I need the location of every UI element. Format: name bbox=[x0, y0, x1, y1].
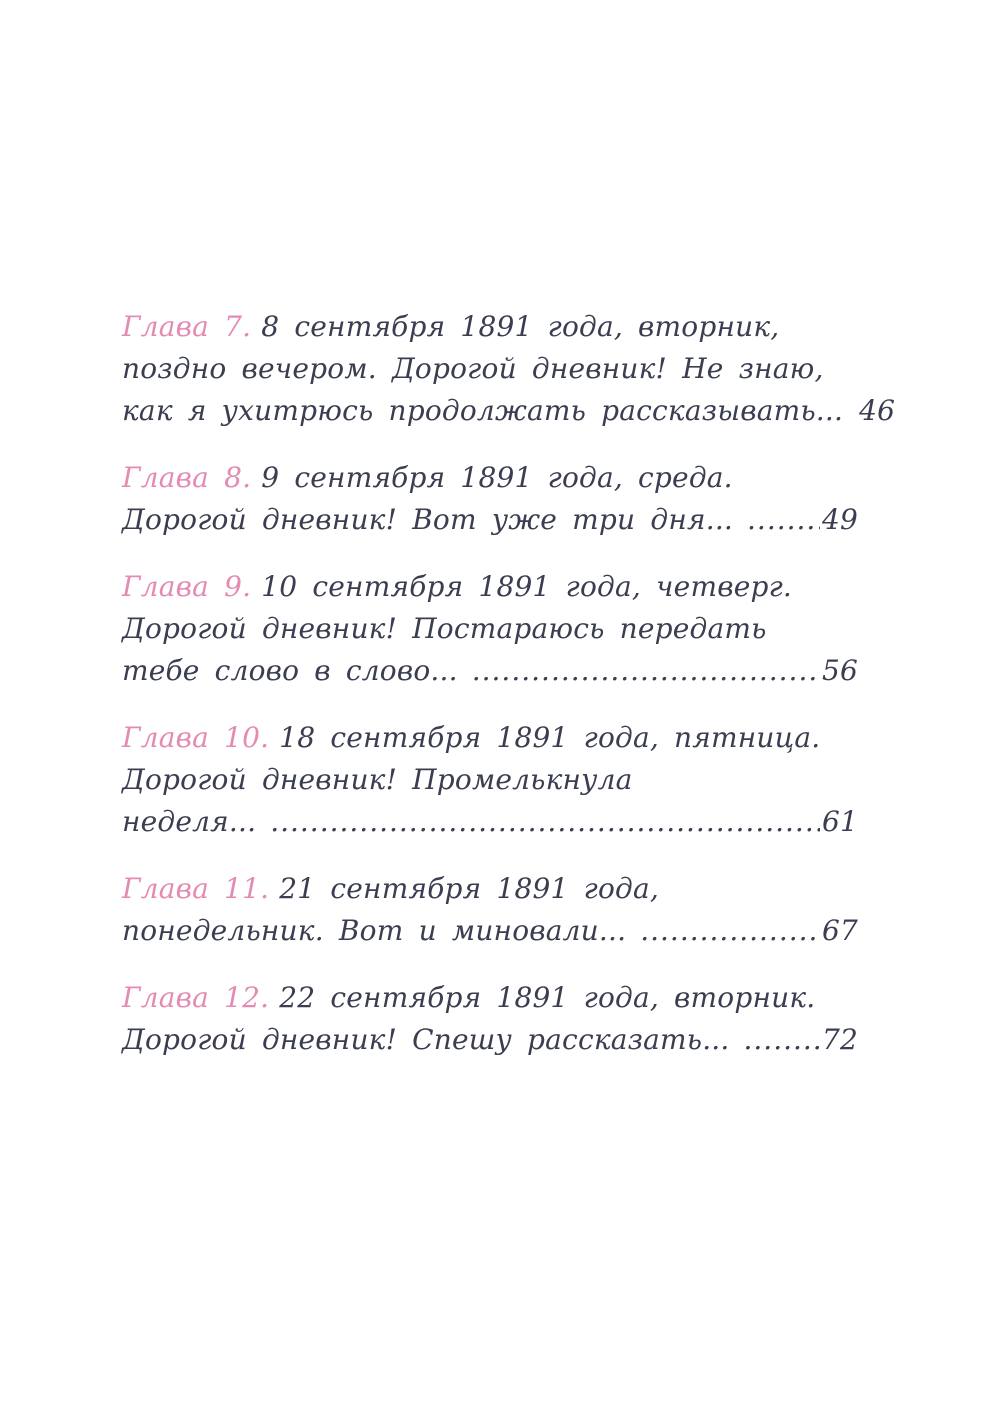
page-number: 61 bbox=[821, 805, 858, 838]
toc-entry[interactable] bbox=[122, 977, 858, 1061]
chapter-number: Глава 9. bbox=[122, 570, 252, 603]
entry-title-line: 10 сентября 1891 года, четверг. bbox=[261, 570, 793, 603]
toc-line bbox=[122, 910, 858, 952]
toc-line bbox=[122, 717, 858, 759]
toc-line bbox=[122, 608, 858, 650]
chapter-number: Глава 10. bbox=[122, 721, 270, 754]
chapter-number: Глава 7. bbox=[122, 310, 252, 343]
entry-title-line: 21 сентября 1891 года, bbox=[279, 872, 659, 905]
entry-title-line: 9 сентября 1891 года, среда. bbox=[261, 461, 733, 494]
entry-title-line: поздно вечером. Дорогой дневник! Не знаю, bbox=[122, 352, 824, 385]
toc-entry[interactable] bbox=[122, 306, 896, 432]
dot-leader bbox=[744, 1019, 820, 1061]
toc-line bbox=[122, 1019, 858, 1061]
toc-line bbox=[122, 868, 858, 910]
dot-leader bbox=[747, 499, 820, 541]
dot-leader bbox=[640, 910, 820, 952]
entry-title-line: Дорогой дневник! Промелькнула bbox=[122, 763, 633, 796]
toc-entry[interactable] bbox=[122, 868, 858, 952]
toc-line bbox=[122, 457, 858, 499]
dot-leader bbox=[270, 801, 820, 843]
entry-title-line: 18 сентября 1891 года, пятница. bbox=[279, 721, 821, 754]
chapter-number: Глава 11. bbox=[122, 872, 270, 905]
entry-title-line: неделя... bbox=[122, 805, 257, 838]
chapter-number: Глава 8. bbox=[122, 461, 252, 494]
toc-line bbox=[122, 650, 858, 692]
entry-title-line: Дорогой дневник! Вот уже три дня... bbox=[122, 503, 734, 536]
entry-title-line: понедельник. Вот и миновали... bbox=[122, 914, 627, 947]
toc-entry[interactable] bbox=[122, 457, 858, 541]
toc-line bbox=[122, 390, 896, 432]
page-number: 72 bbox=[821, 1023, 858, 1056]
entry-title-line: Дорогой дневник! Спешу рассказать... bbox=[122, 1023, 730, 1056]
toc-line bbox=[122, 348, 858, 390]
entry-title-line: как я ухитрюсь продолжать рассказывать... bbox=[122, 394, 844, 427]
toc-line bbox=[122, 801, 858, 843]
page-number: 49 bbox=[821, 503, 858, 536]
entry-title-line: 22 сентября 1891 года, вторник. bbox=[279, 981, 816, 1014]
chapter-number: Глава 12. bbox=[122, 981, 270, 1014]
toc-line bbox=[122, 499, 858, 541]
toc-line bbox=[122, 566, 858, 608]
dot-leader bbox=[472, 650, 820, 692]
entry-title-line: 8 сентября 1891 года, вторник, bbox=[261, 310, 780, 343]
toc-line bbox=[122, 977, 858, 1019]
toc-entry[interactable] bbox=[122, 717, 858, 843]
page-number: 46 bbox=[859, 394, 896, 427]
entry-title-line: Дорогой дневник! Постараюсь передать bbox=[122, 612, 767, 645]
page-number: 67 bbox=[821, 914, 858, 947]
toc-line bbox=[122, 759, 858, 801]
page-number: 56 bbox=[821, 654, 858, 687]
table-of-contents bbox=[122, 306, 896, 1086]
entry-title-line: тебе слово в слово... bbox=[122, 654, 458, 687]
toc-line bbox=[122, 306, 858, 348]
toc-entry[interactable] bbox=[122, 566, 858, 692]
